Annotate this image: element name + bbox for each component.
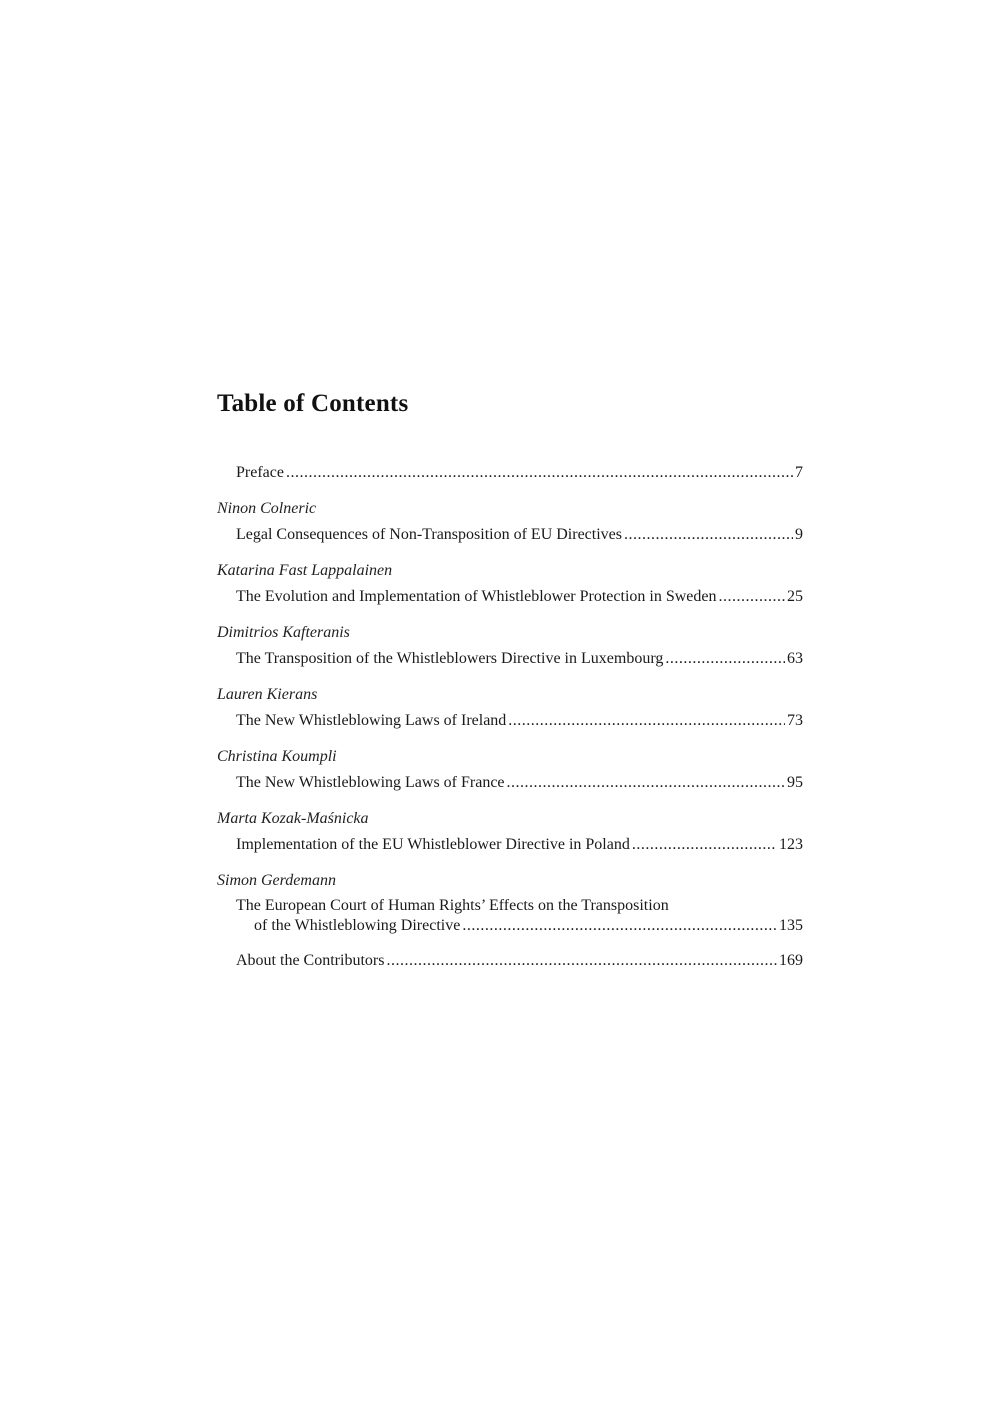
- dot-leader: [624, 524, 793, 546]
- dot-leader: [462, 916, 777, 936]
- toc-entry[interactable]: [217, 834, 803, 856]
- toc-group: [217, 808, 803, 856]
- toc-page-number: 7: [795, 464, 803, 481]
- toc-page-number: 25: [787, 588, 803, 605]
- toc-entry-continuation: [236, 916, 803, 936]
- dot-leader: [632, 834, 777, 856]
- toc-group-contributors: [217, 950, 803, 972]
- toc-entry-title-line2: of the Whistleblowing Directive: [254, 917, 461, 934]
- toc-author: Katarina Fast Lappalainen: [217, 562, 393, 579]
- toc-author: Christina Koumpli: [217, 748, 337, 765]
- toc-author: Lauren Kierans: [217, 686, 318, 703]
- toc-entry-title: Legal Consequences of Non-Transposition of EU Directives: [236, 526, 622, 543]
- toc-entry[interactable]: [217, 586, 803, 608]
- toc-entry-title: The Transposition of the Whistleblowers Directive in Luxembourg: [236, 650, 664, 667]
- dot-leader: [719, 586, 786, 608]
- toc-page-number: 73: [787, 712, 803, 729]
- page-title: Table of Contents: [217, 390, 409, 417]
- toc-page-number: 9: [795, 526, 803, 543]
- toc-entry-title: About the Contributors: [236, 952, 385, 969]
- toc-page-number: 63: [787, 650, 803, 667]
- toc-page-number: 135: [779, 917, 803, 934]
- dot-leader: [665, 648, 785, 670]
- toc-group: [217, 870, 803, 936]
- toc-entry-title: The New Whistleblowing Laws of France: [236, 774, 505, 791]
- dot-leader: [507, 772, 785, 794]
- dot-leader: [286, 462, 793, 484]
- toc-entry[interactable]: [217, 896, 803, 936]
- toc-group-preface: [217, 462, 803, 484]
- toc-entry-title: The New Whistleblowing Laws of Ireland: [236, 712, 507, 729]
- toc-author: Ninon Colneric: [217, 500, 317, 517]
- toc-group: [217, 622, 803, 670]
- toc-entry-title: The Evolution and Implementation of Whistleblower Protection in Sweden: [236, 588, 717, 605]
- toc-entry[interactable]: [217, 524, 803, 546]
- toc-entry[interactable]: [217, 772, 803, 794]
- toc-author: Dimitrios Kafteranis: [217, 624, 350, 641]
- toc-entry-title-line1: The European Court of Human Rights’ Effects on the Transposition: [236, 897, 669, 914]
- toc-author: Marta Kozak-Maśnicka: [217, 810, 369, 827]
- toc-group: [217, 684, 803, 732]
- toc-list: [217, 462, 803, 972]
- dot-leader: [386, 950, 777, 972]
- toc-entry[interactable]: [217, 710, 803, 732]
- toc-group: [217, 560, 803, 608]
- toc-entry[interactable]: [217, 648, 803, 670]
- toc-entry[interactable]: [217, 950, 803, 972]
- toc-author: Simon Gerdemann: [217, 872, 336, 889]
- toc-group: [217, 746, 803, 794]
- toc-group: [217, 498, 803, 546]
- toc-page-number: 169: [779, 952, 803, 969]
- dot-leader: [508, 710, 785, 732]
- toc-entry[interactable]: [217, 462, 803, 484]
- toc-entry-title: Preface: [236, 464, 284, 481]
- toc-page-number: 123: [779, 836, 803, 853]
- toc-entry-title: Implementation of the EU Whistleblower Directive in Poland: [236, 836, 630, 853]
- toc-page-number: 95: [787, 774, 803, 791]
